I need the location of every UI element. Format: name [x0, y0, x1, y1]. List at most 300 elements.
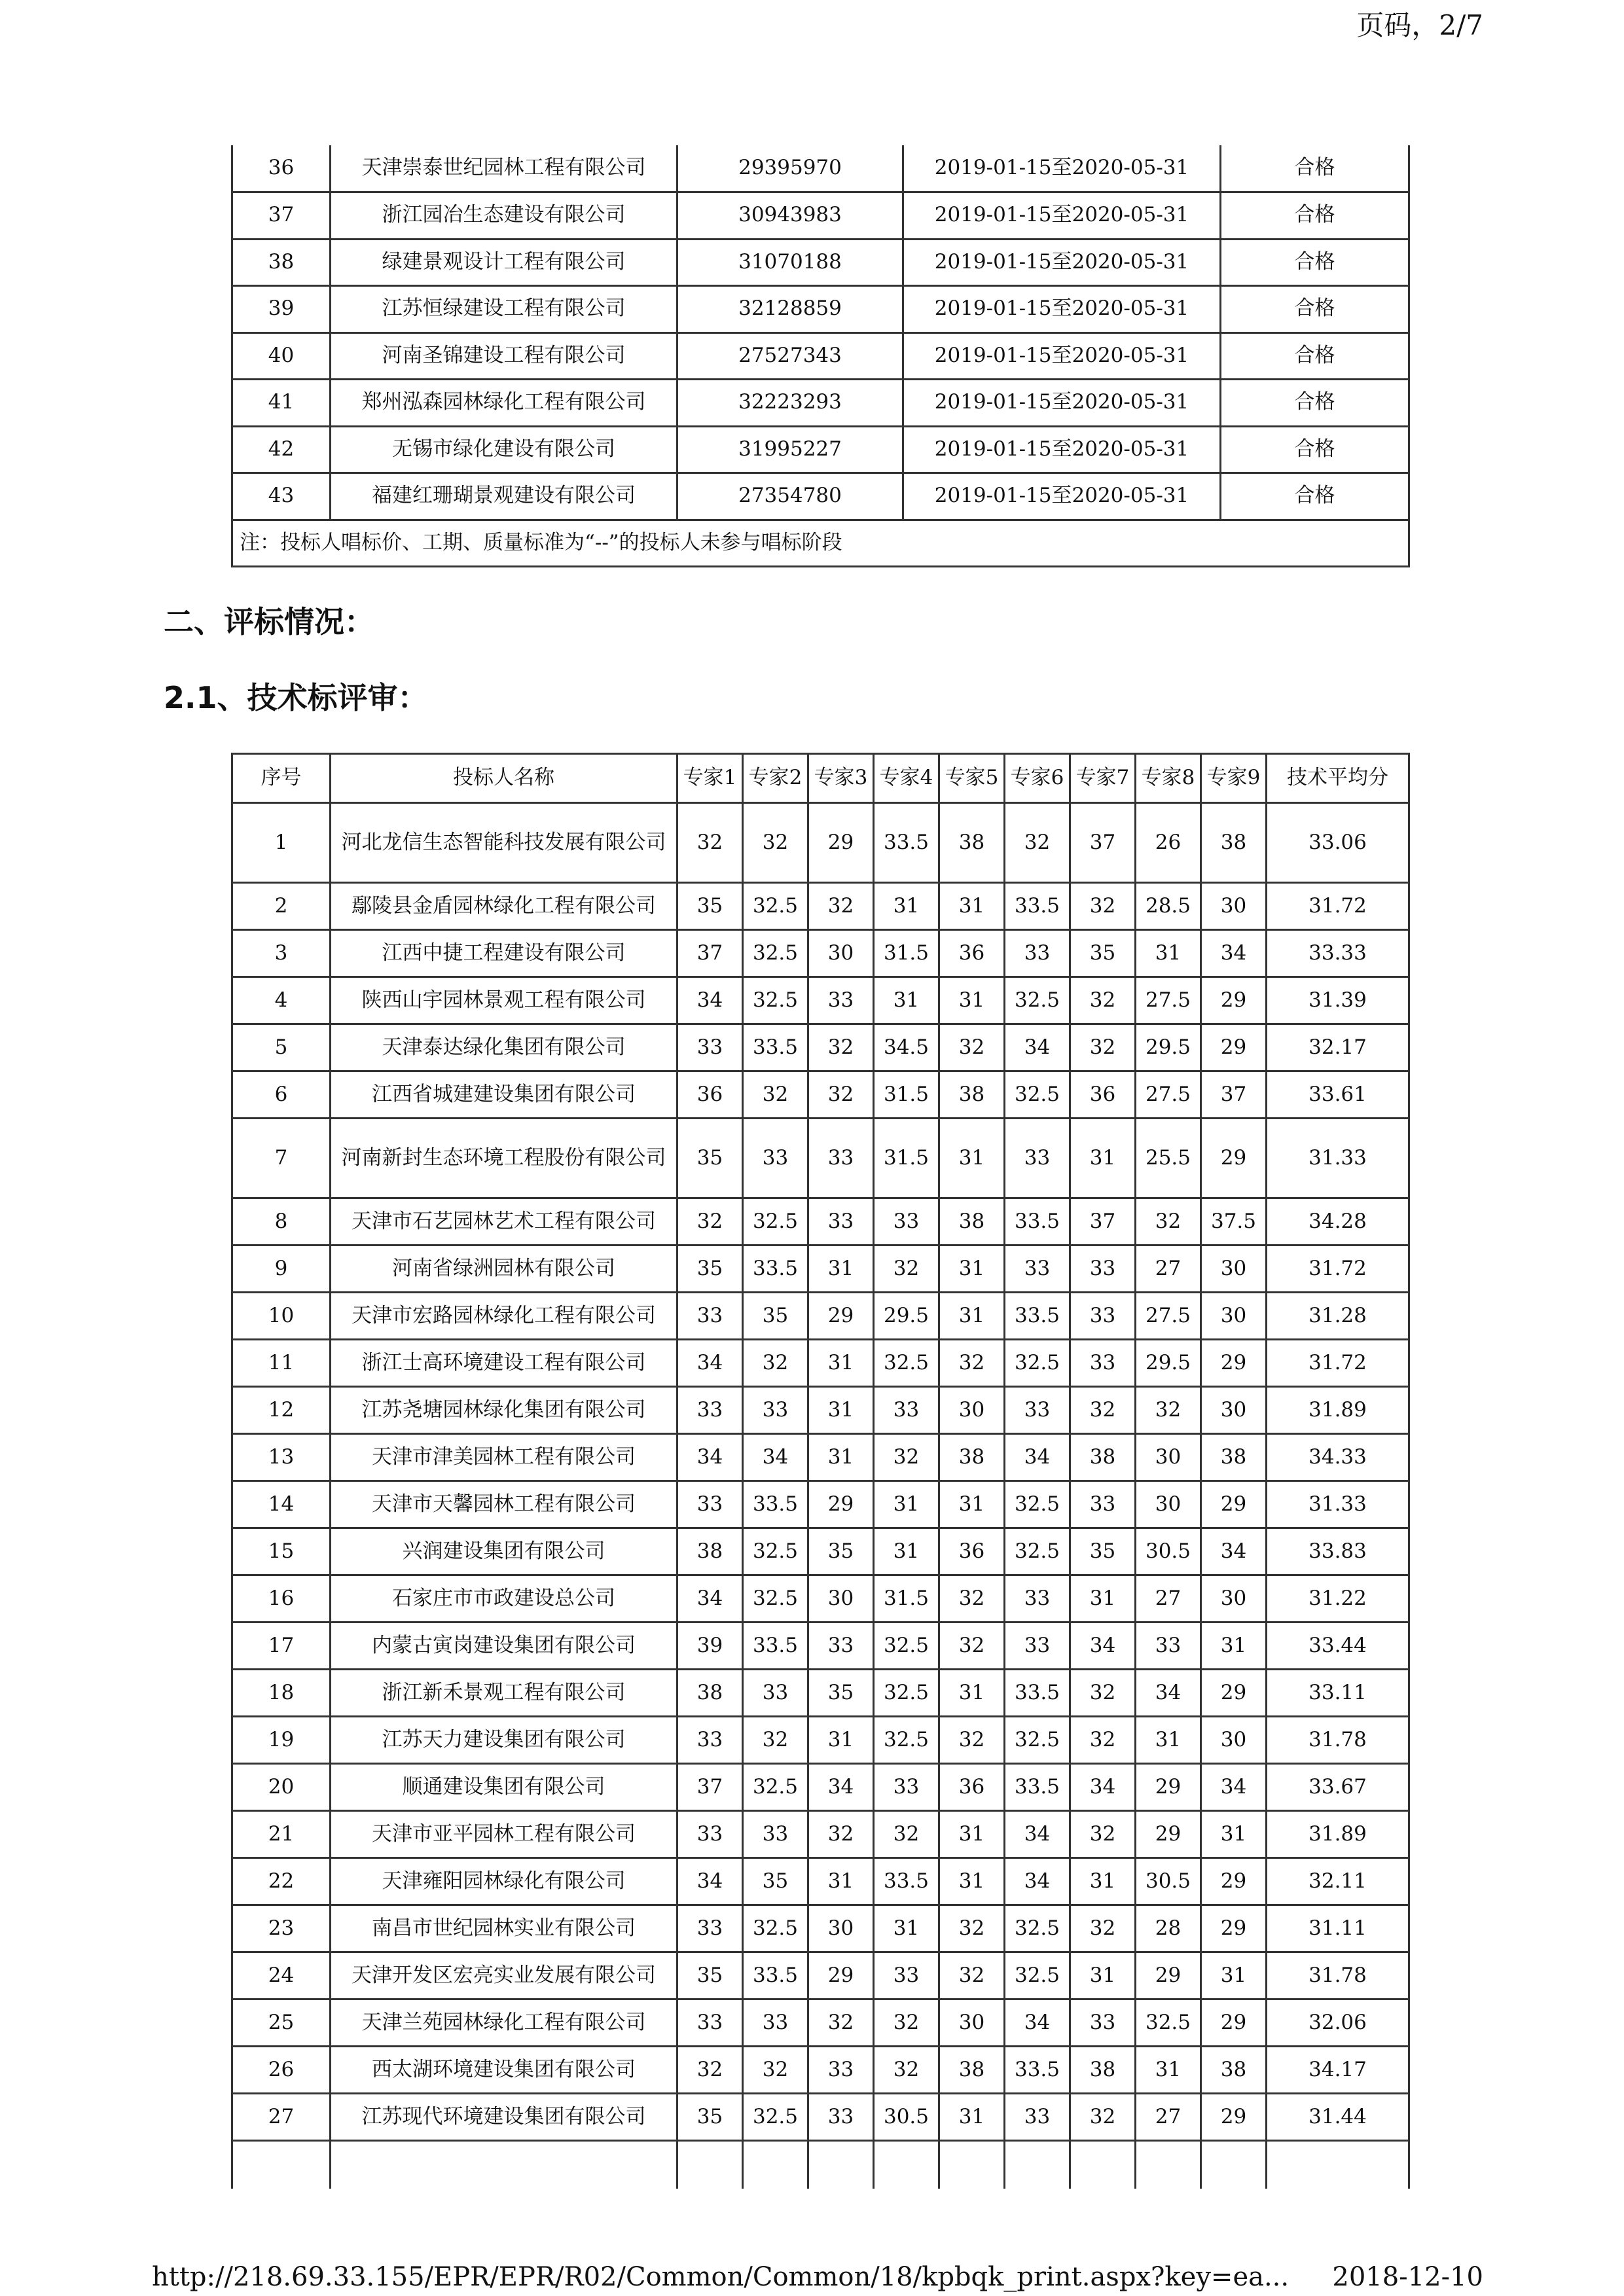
cell-average: 33.44 — [1267, 1623, 1409, 1670]
cell-expert-score: 33 — [874, 1764, 939, 1811]
cell-expert-score: 31.5 — [874, 930, 939, 977]
table-row — [232, 1905, 1409, 1952]
cell-expert-score: 33 — [808, 1623, 874, 1670]
cell-expert-score: 32 — [939, 1952, 1005, 2000]
cell-expert-score: 32 — [743, 1071, 808, 1119]
cell-expert-score: 37 — [1201, 1071, 1267, 1119]
cell-expert-score: 34 — [677, 1340, 743, 1387]
cell-expert-score: 31 — [1070, 1858, 1136, 1905]
cell-expert-score: 32 — [677, 1198, 743, 1246]
cell-quality: 合格 — [1221, 192, 1409, 240]
cell-expert-score: 32 — [1005, 803, 1070, 883]
empty-cell — [939, 2141, 1005, 2189]
empty-cell — [1201, 2141, 1267, 2189]
cell-expert-score: 32 — [1070, 977, 1136, 1024]
cell-expert-score: 32.5 — [874, 1340, 939, 1387]
column-header: 专家5 — [939, 754, 1005, 803]
table-row — [232, 1952, 1409, 2000]
cell-expert-score: 26 — [1136, 803, 1201, 883]
cell-expert-score: 30 — [808, 1905, 874, 1952]
cell-expert-score: 28.5 — [1136, 883, 1201, 930]
cell-expert-score: 29 — [1201, 1024, 1267, 1071]
cell-expert-score: 31 — [939, 1811, 1005, 1858]
cell-bidder-name: 天津雍阳园林绿化有限公司 — [331, 1858, 677, 1905]
cell-price: 31070188 — [677, 239, 903, 286]
cell-expert-score: 38 — [939, 803, 1005, 883]
cell-expert-score: 32 — [808, 1071, 874, 1119]
table-row — [232, 1024, 1409, 1071]
cell-period: 2019-01-15至2020-05-31 — [903, 239, 1221, 286]
cell-expert-score: 35 — [677, 883, 743, 930]
cell-expert-score: 38 — [939, 2047, 1005, 2094]
empty-cell — [331, 2141, 677, 2189]
cell-bidder-name: 河北龙信生态智能科技发展有限公司 — [331, 803, 677, 883]
cell-expert-score: 32 — [939, 1717, 1005, 1764]
cell-expert-score: 32.5 — [874, 1717, 939, 1764]
cell-expert-score: 27.5 — [1136, 977, 1201, 1024]
cell-expert-score: 32.5 — [1136, 2000, 1201, 2047]
table-row — [232, 1858, 1409, 1905]
cell-expert-score: 31 — [808, 1387, 874, 1434]
cell-expert-score: 27.5 — [1136, 1071, 1201, 1119]
cell-quality: 合格 — [1221, 332, 1409, 380]
cell-expert-score: 33 — [874, 1952, 939, 2000]
cell-expert-score: 35 — [677, 1246, 743, 1293]
cell-expert-score: 34.5 — [874, 1024, 939, 1071]
cell-expert-score: 32 — [1136, 1387, 1201, 1434]
cell-expert-score: 34 — [677, 1575, 743, 1623]
cell-expert-score: 32 — [1070, 1670, 1136, 1717]
cell-average: 34.17 — [1267, 2047, 1409, 2094]
cell-bidder-name: 顺通建设集团有限公司 — [331, 1764, 677, 1811]
cell-expert-score: 31 — [939, 1119, 1005, 1198]
cell-expert-score: 33.5 — [1005, 1293, 1070, 1340]
cell-price: 30943983 — [677, 192, 903, 240]
table-row — [232, 239, 1409, 286]
cell-expert-score: 31.5 — [874, 1071, 939, 1119]
cell-expert-score: 34 — [1005, 1811, 1070, 1858]
cell-expert-score: 33 — [808, 2094, 874, 2141]
cell-expert-score: 32 — [939, 1024, 1005, 1071]
empty-cell — [1070, 2141, 1136, 2189]
column-header: 技术平均分 — [1267, 754, 1409, 803]
cell-average: 33.61 — [1267, 1071, 1409, 1119]
cell-quality: 合格 — [1221, 239, 1409, 286]
cell-expert-score: 27 — [1136, 1575, 1201, 1623]
cell-bidder-name: 南昌市世纪园林实业有限公司 — [331, 1905, 677, 1952]
column-header: 专家3 — [808, 754, 874, 803]
cell-expert-score: 29 — [808, 1481, 874, 1528]
table-row — [232, 1434, 1409, 1481]
cell-name: 福建红珊瑚景观建设有限公司 — [331, 473, 677, 520]
cell-average: 31.22 — [1267, 1575, 1409, 1623]
cell-expert-score: 29 — [1201, 1905, 1267, 1952]
cell-no: 23 — [232, 1905, 331, 1952]
cell-expert-score: 33 — [743, 1811, 808, 1858]
table-row — [232, 1811, 1409, 1858]
cell-expert-score: 33 — [743, 1387, 808, 1434]
cell-expert-score: 31 — [1136, 2047, 1201, 2094]
cell-no: 13 — [232, 1434, 331, 1481]
cell-expert-score: 32 — [939, 1575, 1005, 1623]
cell-no: 22 — [232, 1858, 331, 1905]
cell-average: 31.89 — [1267, 1811, 1409, 1858]
table-row — [232, 1623, 1409, 1670]
cell-expert-score: 33 — [1005, 1387, 1070, 1434]
cell-expert-score: 31 — [1070, 1952, 1136, 2000]
cell-average: 31.44 — [1267, 2094, 1409, 2141]
cell-expert-score: 27 — [1136, 1246, 1201, 1293]
table-note: 注：投标人唱标价、工期、质量标准为“--”的投标人未参与唱标阶段 — [232, 520, 1409, 567]
cell-expert-score: 31 — [939, 2094, 1005, 2141]
cell-expert-score: 30 — [1201, 1575, 1267, 1623]
cell-expert-score: 31 — [808, 1434, 874, 1481]
cell-quality: 合格 — [1221, 473, 1409, 520]
cell-expert-score: 33 — [1005, 1246, 1070, 1293]
cell-expert-score: 33 — [1005, 1623, 1070, 1670]
cell-price: 29395970 — [677, 145, 903, 192]
cell-no: 4 — [232, 977, 331, 1024]
cell-expert-score: 38 — [677, 1528, 743, 1575]
cell-expert-score: 29 — [808, 1293, 874, 1340]
cell-expert-score: 35 — [808, 1528, 874, 1575]
cell-bidder-name: 江西省城建建设集团有限公司 — [331, 1071, 677, 1119]
cell-bidder-name: 天津泰达绿化集团有限公司 — [331, 1024, 677, 1071]
cell-expert-score: 34 — [1005, 1858, 1070, 1905]
cell-expert-score: 33 — [808, 1119, 874, 1198]
cell-quality: 合格 — [1221, 145, 1409, 192]
cell-expert-score: 30 — [808, 930, 874, 977]
cell-expert-score: 31 — [1136, 930, 1201, 977]
cell-expert-score: 30.5 — [1136, 1858, 1201, 1905]
cell-expert-score: 33 — [677, 1905, 743, 1952]
cell-expert-score: 32 — [808, 1024, 874, 1071]
cell-expert-score: 32 — [808, 2000, 874, 2047]
cell-expert-score: 31 — [939, 977, 1005, 1024]
cell-expert-score: 34 — [677, 1434, 743, 1481]
cell-bidder-name: 内蒙古寅岗建设集团有限公司 — [331, 1623, 677, 1670]
cell-average: 31.11 — [1267, 1905, 1409, 1952]
table-row — [232, 1340, 1409, 1387]
cell-expert-score: 35 — [743, 1293, 808, 1340]
footer-date: 2018-12-10 — [1332, 2262, 1483, 2292]
cell-expert-score: 31 — [874, 1905, 939, 1952]
cell-name: 浙江园冶生态建设有限公司 — [331, 192, 677, 240]
cell-no: 41 — [232, 380, 331, 427]
cell-expert-score: 32.5 — [874, 1623, 939, 1670]
cell-expert-score: 32 — [874, 1246, 939, 1293]
cell-expert-score: 37 — [677, 1764, 743, 1811]
cell-no: 20 — [232, 1764, 331, 1811]
cell-average: 31.33 — [1267, 1481, 1409, 1528]
cell-expert-score: 32.5 — [1005, 1340, 1070, 1387]
cell-bidder-name: 天津市石艺园林艺术工程有限公司 — [331, 1198, 677, 1246]
cell-price: 32128859 — [677, 286, 903, 333]
table-row — [232, 1575, 1409, 1623]
cell-expert-score: 33 — [1070, 2000, 1136, 2047]
cell-no: 15 — [232, 1528, 331, 1575]
cell-expert-score: 31 — [808, 1858, 874, 1905]
cell-expert-score: 32 — [874, 2047, 939, 2094]
cell-expert-score: 33 — [743, 1119, 808, 1198]
cell-expert-score: 31 — [874, 1528, 939, 1575]
cell-bidder-name: 天津市津美园林工程有限公司 — [331, 1434, 677, 1481]
cell-expert-score: 32 — [1070, 1905, 1136, 1952]
cell-expert-score: 32 — [1136, 1198, 1201, 1246]
cell-expert-score: 38 — [1201, 803, 1267, 883]
cell-average: 31.78 — [1267, 1952, 1409, 2000]
cell-expert-score: 31 — [939, 1481, 1005, 1528]
table-row — [232, 1481, 1409, 1528]
table-row — [232, 2094, 1409, 2141]
cell-expert-score: 32 — [939, 1905, 1005, 1952]
cell-average: 31.39 — [1267, 977, 1409, 1024]
cell-expert-score: 32 — [677, 803, 743, 883]
cell-no: 18 — [232, 1670, 331, 1717]
cell-expert-score: 33 — [677, 1024, 743, 1071]
column-header: 序号 — [232, 754, 331, 803]
cell-expert-score: 32 — [1070, 1717, 1136, 1764]
table-row — [232, 426, 1409, 473]
table-row — [232, 883, 1409, 930]
cell-expert-score: 32 — [677, 2047, 743, 2094]
cell-no: 24 — [232, 1952, 331, 2000]
cell-expert-score: 31 — [939, 1246, 1005, 1293]
cell-expert-score: 31 — [939, 1670, 1005, 1717]
cell-average: 34.33 — [1267, 1434, 1409, 1481]
cell-expert-score: 33 — [677, 1717, 743, 1764]
cell-expert-score: 32 — [743, 803, 808, 883]
cell-bidder-name: 兴润建设集团有限公司 — [331, 1528, 677, 1575]
cell-expert-score: 31 — [1070, 1575, 1136, 1623]
cell-expert-score: 34 — [1005, 1434, 1070, 1481]
cell-expert-score: 32.5 — [743, 883, 808, 930]
column-header: 专家6 — [1005, 754, 1070, 803]
cell-expert-score: 36 — [1070, 1071, 1136, 1119]
cell-expert-score: 32 — [808, 1811, 874, 1858]
cell-expert-score: 32 — [939, 1340, 1005, 1387]
cell-expert-score: 29 — [1201, 1481, 1267, 1528]
column-header: 投标人名称 — [331, 754, 677, 803]
cell-expert-score: 33.5 — [743, 1623, 808, 1670]
cell-no: 38 — [232, 239, 331, 286]
table-row — [232, 977, 1409, 1024]
cell-expert-score: 33 — [1005, 930, 1070, 977]
cell-expert-score: 32.5 — [743, 977, 808, 1024]
cell-expert-score: 33.5 — [743, 1024, 808, 1071]
cell-bidder-name: 浙江士高环境建设工程有限公司 — [331, 1340, 677, 1387]
technical-score-table — [231, 753, 1410, 2189]
column-header: 专家7 — [1070, 754, 1136, 803]
cell-expert-score: 33 — [677, 1481, 743, 1528]
cell-quality: 合格 — [1221, 286, 1409, 333]
cell-expert-score: 32 — [874, 1434, 939, 1481]
cell-expert-score: 31 — [808, 1340, 874, 1387]
cell-no: 3 — [232, 930, 331, 977]
cell-expert-score: 35 — [677, 1119, 743, 1198]
cell-expert-score: 32 — [1070, 1811, 1136, 1858]
table-row — [232, 145, 1409, 192]
cell-expert-score: 29 — [1136, 1811, 1201, 1858]
table-row — [232, 286, 1409, 333]
cell-period: 2019-01-15至2020-05-31 — [903, 380, 1221, 427]
cell-expert-score: 30 — [939, 2000, 1005, 2047]
table-row — [232, 1670, 1409, 1717]
cell-no: 40 — [232, 332, 331, 380]
cell-no: 39 — [232, 286, 331, 333]
cell-expert-score: 31 — [1070, 1119, 1136, 1198]
cell-no: 26 — [232, 2047, 331, 2094]
cell-expert-score: 32 — [1070, 1024, 1136, 1071]
cell-expert-score: 33 — [808, 1198, 874, 1246]
table-row — [232, 380, 1409, 427]
cell-expert-score: 33 — [874, 1198, 939, 1246]
table-row — [232, 1528, 1409, 1575]
cell-expert-score: 32.5 — [743, 1905, 808, 1952]
cell-no: 8 — [232, 1198, 331, 1246]
cell-expert-score: 38 — [677, 1670, 743, 1717]
cell-expert-score: 34 — [1201, 930, 1267, 977]
cell-expert-score: 34 — [1070, 1764, 1136, 1811]
cell-expert-score: 30 — [1201, 1717, 1267, 1764]
cell-expert-score: 33 — [677, 1387, 743, 1434]
cell-name: 绿建景观设计工程有限公司 — [331, 239, 677, 286]
cell-expert-score: 37 — [677, 930, 743, 977]
cell-no: 7 — [232, 1119, 331, 1198]
cell-expert-score: 32 — [1070, 883, 1136, 930]
cell-expert-score: 29 — [1201, 1858, 1267, 1905]
empty-cell — [874, 2141, 939, 2189]
cell-expert-score: 29 — [1136, 1764, 1201, 1811]
cell-expert-score: 25.5 — [1136, 1119, 1201, 1198]
cell-expert-score: 30 — [1201, 1293, 1267, 1340]
cell-bidder-name: 浙江新禾景观工程有限公司 — [331, 1670, 677, 1717]
cell-average: 33.67 — [1267, 1764, 1409, 1811]
cell-expert-score: 29.5 — [874, 1293, 939, 1340]
section-heading-technical-review: 2.1、技术标评审： — [164, 680, 428, 715]
cell-expert-score: 29 — [1201, 1670, 1267, 1717]
cell-expert-score: 35 — [743, 1858, 808, 1905]
cell-expert-score: 33.5 — [1005, 1764, 1070, 1811]
cell-name: 郑州泓森园林绿化工程有限公司 — [331, 380, 677, 427]
cell-expert-score: 28 — [1136, 1905, 1201, 1952]
cell-expert-score: 33.5 — [1005, 1198, 1070, 1246]
cell-bidder-name: 河南新封生态环境工程股份有限公司 — [331, 1119, 677, 1198]
table-row — [232, 930, 1409, 977]
cell-expert-score: 32.5 — [743, 1575, 808, 1623]
cell-expert-score: 31 — [874, 977, 939, 1024]
cell-expert-score: 32.5 — [1005, 1481, 1070, 1528]
cell-name: 天津崇泰世纪园林工程有限公司 — [331, 145, 677, 192]
cell-expert-score: 35 — [677, 2094, 743, 2141]
cell-expert-score: 32 — [939, 1623, 1005, 1670]
cell-no: 36 — [232, 145, 331, 192]
cell-average: 32.11 — [1267, 1858, 1409, 1905]
cell-bidder-name: 河南省绿洲园林有限公司 — [331, 1246, 677, 1293]
table-row — [232, 473, 1409, 520]
cell-expert-score: 29 — [808, 803, 874, 883]
cell-expert-score: 31 — [939, 1293, 1005, 1340]
cell-expert-score: 31 — [939, 1858, 1005, 1905]
cell-expert-score: 32.5 — [1005, 1071, 1070, 1119]
column-header: 专家1 — [677, 754, 743, 803]
table-row — [232, 1293, 1409, 1340]
cell-bidder-name: 天津市天馨园林工程有限公司 — [331, 1481, 677, 1528]
cell-expert-score: 32 — [743, 2047, 808, 2094]
cell-expert-score: 31 — [1201, 1952, 1267, 2000]
empty-cell — [1136, 2141, 1201, 2189]
cell-expert-score: 33 — [1005, 2094, 1070, 2141]
cell-expert-score: 32 — [743, 1340, 808, 1387]
cell-expert-score: 33 — [743, 1670, 808, 1717]
cell-average: 31.72 — [1267, 883, 1409, 930]
cell-price: 27354780 — [677, 473, 903, 520]
cell-expert-score: 32.5 — [1005, 1528, 1070, 1575]
cell-period: 2019-01-15至2020-05-31 — [903, 192, 1221, 240]
cell-expert-score: 32.5 — [1005, 977, 1070, 1024]
cell-no: 27 — [232, 2094, 331, 2141]
cell-expert-score: 34 — [1070, 1623, 1136, 1670]
cell-no: 12 — [232, 1387, 331, 1434]
cell-expert-score: 32 — [743, 1717, 808, 1764]
cell-expert-score: 29 — [1136, 1952, 1201, 2000]
cell-expert-score: 33 — [677, 1293, 743, 1340]
cell-no: 42 — [232, 426, 331, 473]
cell-expert-score: 34 — [1201, 1528, 1267, 1575]
cell-expert-score: 27.5 — [1136, 1293, 1201, 1340]
cell-expert-score: 33.5 — [874, 1858, 939, 1905]
cell-expert-score: 29 — [1201, 1119, 1267, 1198]
cell-period: 2019-01-15至2020-05-31 — [903, 473, 1221, 520]
cell-expert-score: 38 — [1070, 2047, 1136, 2094]
cell-expert-score: 31 — [1201, 1811, 1267, 1858]
cell-expert-score: 33 — [808, 2047, 874, 2094]
cell-name: 无锡市绿化建设有限公司 — [331, 426, 677, 473]
cell-expert-score: 32.5 — [743, 2094, 808, 2141]
cell-no: 25 — [232, 2000, 331, 2047]
cell-expert-score: 31 — [808, 1246, 874, 1293]
cell-expert-score: 33 — [1005, 1119, 1070, 1198]
cell-expert-score: 35 — [1070, 930, 1136, 977]
cell-no: 1 — [232, 803, 331, 883]
empty-cell — [1005, 2141, 1070, 2189]
cell-average: 31.33 — [1267, 1119, 1409, 1198]
cell-quality: 合格 — [1221, 426, 1409, 473]
cell-bidder-name: 陕西山宇园林景观工程有限公司 — [331, 977, 677, 1024]
cell-period: 2019-01-15至2020-05-31 — [903, 426, 1221, 473]
cell-expert-score: 31.5 — [874, 1119, 939, 1198]
cell-expert-score: 33 — [1136, 1623, 1201, 1670]
cell-expert-score: 34 — [1201, 1764, 1267, 1811]
cell-no: 19 — [232, 1717, 331, 1764]
cell-average: 31.89 — [1267, 1387, 1409, 1434]
table-row-continuation — [232, 2141, 1409, 2189]
empty-cell — [232, 2141, 331, 2189]
cell-expert-score: 38 — [939, 1071, 1005, 1119]
table-row — [232, 1198, 1409, 1246]
cell-expert-score: 37.5 — [1201, 1198, 1267, 1246]
cell-expert-score: 33 — [1070, 1340, 1136, 1387]
cell-expert-score: 33 — [1070, 1481, 1136, 1528]
cell-expert-score: 31 — [939, 883, 1005, 930]
cell-expert-score: 32 — [874, 1811, 939, 1858]
cell-period: 2019-01-15至2020-05-31 — [903, 332, 1221, 380]
cell-expert-score: 34 — [677, 977, 743, 1024]
cell-expert-score: 27 — [1136, 2094, 1201, 2141]
cell-expert-score: 35 — [677, 1952, 743, 2000]
cell-expert-score: 36 — [939, 930, 1005, 977]
cell-expert-score: 32.5 — [743, 1198, 808, 1246]
